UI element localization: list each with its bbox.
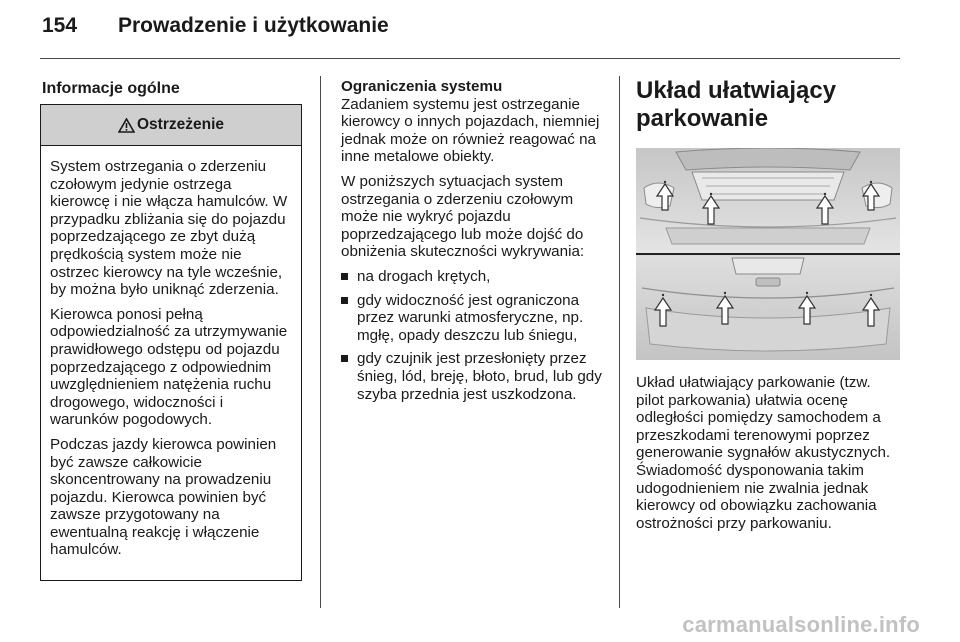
- chapter-title: Prowadzenie i użytkowanie: [118, 14, 389, 37]
- warning-title: Ostrzeżenie: [136, 116, 224, 133]
- column-divider-1: [320, 76, 321, 608]
- paragraph: Zadaniem systemu jest ostrzeganie kierowcy o innych pojazdach, niemniej jednak może on również reagować na inne metalowe obiekty.: [341, 95, 600, 166]
- bullet-list: [341, 268, 603, 403]
- column-divider-2: [619, 76, 620, 608]
- warning-paragraph: Kierowca ponosi pełną odpowiedzialność za utrzymywanie prawidłowego odstępu od pojazdu poprzedzającego z odpowiednim uwzględnieniem natężenia ruchu drogowego, widoczności i warunków pogodowych.: [50, 305, 288, 429]
- warning-triangle-icon: [118, 118, 135, 133]
- section-title: Informacje ogólne: [42, 80, 180, 97]
- bullet-square-icon: [341, 273, 348, 280]
- warning-paragraph: System ostrzegania o zderzeniu czołowym jedynie ostrzega kierowcę i nie włącza hamulców. W przypadku zbliżania się do pojazdu poprzedzającego ze zbyt dużą prędkością system może nie ostrzec kierowcy na tyle wcześnie, by można było uniknąć zderzenia.: [50, 158, 288, 299]
- right-column-text: [636, 374, 900, 532]
- bullet-square-icon: [341, 355, 348, 362]
- middle-column: [341, 78, 603, 409]
- list-item: na drogach krętych,: [341, 268, 603, 286]
- bullet-square-icon: [341, 297, 348, 304]
- page-header: [42, 14, 389, 38]
- parking-sensors-illustration: [636, 148, 900, 360]
- list-item: gdy czujnik jest przesłonięty przez śnieg, lód, breję, błoto, brud, lub gdy szyba przednia jest uszkodzona.: [341, 350, 603, 403]
- page-number: 154: [42, 14, 78, 37]
- paragraph: Układ ułatwiający parkowanie (tzw. pilot parkowania) ułatwia ocenę odległości pomiędzy samochodem a przeszkodami terenowymi poprzez generowanie sygnałów akustycznych. Świadomość dysponowania takim udogodnieniem nie zwalnia jednak kierowcy od obowiązku zachowania ostrożności przy parkowaniu.: [636, 374, 891, 532]
- car-bumpers-diagram: [636, 148, 900, 360]
- header-divider: [40, 58, 900, 59]
- section-heading: Układ ułatwiający parkowanie: [636, 77, 837, 132]
- warning-paragraph: Podczas jazdy kierowca powinien być zawsze całkowicie skoncentrowany na prowadzeniu pojazdu. Kierowca powinien być zawsze przygotowany na ewentualną reakcję i włączenie hamulców.: [50, 435, 277, 559]
- list-item: gdy widoczność jest ograniczona przez warunki atmosferyczne, np. mgłę, opady deszczu lub śniegu,: [341, 292, 603, 345]
- warning-body: [41, 146, 301, 559]
- watermark: carmanualsonline.info: [682, 612, 920, 637]
- subsection-title: Ograniczenia systemu: [341, 78, 503, 95]
- paragraph: W poniższych sytuacjach system ostrzegania o zderzeniu czołowym może nie wykryć pojazdu poprzedzającego lub może dojść do obniżenia skuteczności wykrywania:: [341, 172, 585, 261]
- warning-header: [41, 105, 301, 146]
- warning-box: [40, 104, 302, 581]
